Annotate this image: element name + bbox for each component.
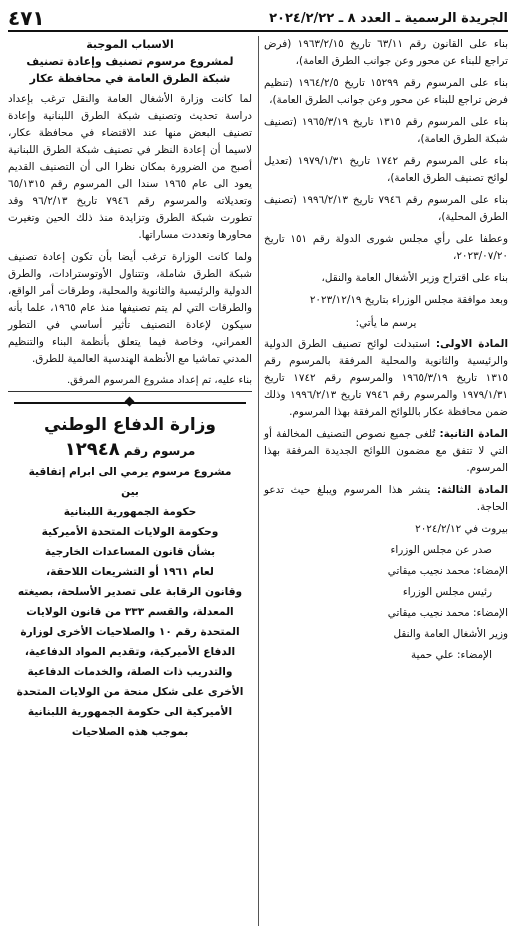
date-line: بيروت في ٢٠٢٤/٢/١٢ — [415, 523, 508, 535]
consideration-item: بناء على المرسوم رقم ١٧٤٢ تاريخ ١٩٧٩/١/٣١ (تعديل لوائح تصنيف الطرق العامة)، — [264, 155, 509, 184]
signature-line: صدر عن مجلس الوزراء — [390, 544, 492, 556]
gazette-title: الجريدة الرسمية ـ العدد ٨ ـ ٢٠٢٤/٢/٢٢ — [269, 10, 508, 26]
project-line: بموجب هذه الصلاحيات — [71, 726, 189, 738]
article-1 — [264, 336, 508, 421]
project-line: بشأن قانون المساعدات الخارجية — [44, 546, 216, 558]
article-3-label: المادة الثالثة: — [437, 484, 509, 496]
decree-number-line — [8, 439, 252, 460]
signature-line: وزير الأشغال العامة والنقل — [393, 628, 508, 640]
section-divider — [8, 397, 252, 409]
article-2 — [264, 426, 508, 477]
consideration-item: وعطفا على رأي مجلس شورى الدولة رقم ١٥١ تاريخ ٢٠٢٣/٠٧/٢٠، — [264, 233, 508, 262]
project-line: مشروع مرسوم يرمي الى ابرام إتفاقية — [28, 466, 232, 478]
consideration-item: بناء على المرسوم رقم ٧٩٤٦ تاريخ ١٩٩٦/٢/١٣ (تصنيف الطرق المحلية)، — [264, 194, 508, 223]
decree-intro: يرسم ما يأتي: — [355, 317, 417, 329]
project-line: وقانون الرقابة على تصدير الأسلحة، بصيغته المعدلة، والقسم ٣٣٣ من قانون الولايات المتحدة رقم ١٠ والصلاحيات الأخرى لوزارة الدفاع الأميركية، وتقديم المواد الدفاعية، والتدريب ذات الصلة، والخدمات الدفاعية الأخرى على شكل منحة من الولايات المتحدة الأميركية الى حكومة الجمهورية اللبنانية — [16, 586, 244, 718]
article-3 — [264, 482, 508, 516]
article-1-label: المادة الاولى: — [435, 338, 509, 350]
project-line: وحكومة الولايات المتحدة الأميركية — [41, 526, 219, 538]
consideration-item: بناء على القانون رقم ٦٣/١١ تاريخ ١٩٦٣/٢/١٥ (فرض تراجع للبناء عن محور وعن جوانب الطرق العامة)، — [264, 38, 508, 67]
signature-line: الإمضاء: علي حمية — [411, 649, 492, 661]
reasons-paragraph: لما كانت وزارة الأشغال العامة والنقل ترغب بإعداد دراسة تحديث وتصنيف شبكة الطرق اللبنانية وإعادة تصنيف البعض منها عند الاقتضاء في محافظة عكار، لاسيما أن إعادة النظر في تصنيف شبكة الطرق اللبنانية أصبح من الضرورة بمكان نظرا الى أن التصنيف القديم يعود الى عام ١٩٦٥ سندا الى المرسوم رقم ٦٥/١٣١٥ وتعديلاته والمرسوم رقم ٧٩٤٦ تاريخ ٩٦/٢/١٣ وقد تطورت شبكة الطرق وتزايدة منذ ذلك الحين وتغيرت محاورها وتعددت مساراتها. — [8, 93, 253, 241]
signature-line: رئيس مجلس الوزراء — [402, 586, 492, 598]
article-1-text: استبدلت لوائح تصنيف الطرق الدولية والرئيسية والثانوية والمحلية المرفقة بالمرسوم رقم ١٣١٥ تاريخ ١٩٦٥/٣/١٩ والمرسوم رقم ١٧٤٢ تاريخ ١٩٧٩/١/٣١ والمرسوم رقم ٧٩٤٦ تاريخ ١٩٩٦/٢/١٣ وذلك ضمن محافظة عكار باللوائح المرفقة بهذا المرسوم. — [264, 338, 508, 418]
consideration-item: بناء على المرسوم رقم ١٣١٥ تاريخ ١٩٦٥/٣/١٩ (تصنيف شبكة الطرق العامة)، — [264, 116, 508, 145]
consideration-item: بناء على المرسوم رقم ١٥٢٩٩ تاريخ ١٩٦٤/٢/٥ (تنظيم فرض تراجع للبناء عن محور وعن جوانب الطرق العامة)، — [264, 77, 509, 106]
reasons-note: بناء عليه، تم إعداد مشروع المرسوم المرفق. — [8, 373, 252, 392]
decree-label: مرسوم رقم — [123, 444, 196, 458]
ministry-heading: وزارة الدفاع الوطني — [43, 415, 217, 435]
reasons-subheading: لمشروع مرسوم تصنيف وإعادة تصنيف — [26, 55, 234, 68]
article-2-label: المادة الثانية: — [439, 428, 508, 440]
decree-number: ١٢٩٤٨ — [64, 439, 120, 460]
article-2-text: تُلغى جميع نصوص التصنيف المخالفة أو التي لا تتفق مع مضمون اللوائح الجديدة المرفقة بهذا المرسوم. — [264, 428, 508, 474]
reasons-paragraph: ولما كانت الوزارة ترغب أيضا بأن تكون إعادة تصنيف شبكة الطرق شاملة، وتتناول الأوتوسترادات، والطرق الدولية والرئيسية والثانوية والمحلية، وطرقات أمر الواقع، والطرقات التي لم يتم تصنيفها منذ عام ١٩٦٥، علما بأنه سيكون لإعادة التصنيف تأثير أساسي في التطور العمراني، وخاصة فيما يتعلق بأنظمة البناء والتنظيم المدني تماشيا مع الأنظمة الهندسية العالمية للطرق. — [8, 251, 253, 365]
signature-line: الإمضاء: محمد نجيب ميقاتي — [387, 565, 508, 577]
column-divider — [258, 36, 259, 926]
reasons-heading: الاسباب الموجبة — [86, 38, 174, 51]
project-line: حكومة الجمهورية اللبنانية — [63, 506, 197, 518]
consideration-item: بناء على اقتراح وزير الأشغال العامة والنقل، — [321, 272, 508, 284]
right-column — [264, 36, 508, 668]
consideration-item: وبعد موافقة مجلس الوزراء بتاريخ ٢٠٢٣/١٢/١٩ — [309, 294, 508, 306]
page-header — [8, 6, 508, 32]
signature-line: الإمضاء: محمد نجيب ميقاتي — [387, 607, 508, 619]
project-line: لعام ١٩٦١ أو التشريعات اللاحقة، — [46, 566, 214, 578]
page-number: ٤٧١ — [8, 6, 45, 30]
project-line: بين — [121, 486, 139, 498]
reasons-subheading: شبكة الطرق العامة في محافظة عكار — [29, 72, 231, 85]
left-column — [8, 36, 252, 742]
article-3-text: ينشر هذا المرسوم ويبلغ حيث تدعو الحاجة. — [264, 484, 508, 513]
